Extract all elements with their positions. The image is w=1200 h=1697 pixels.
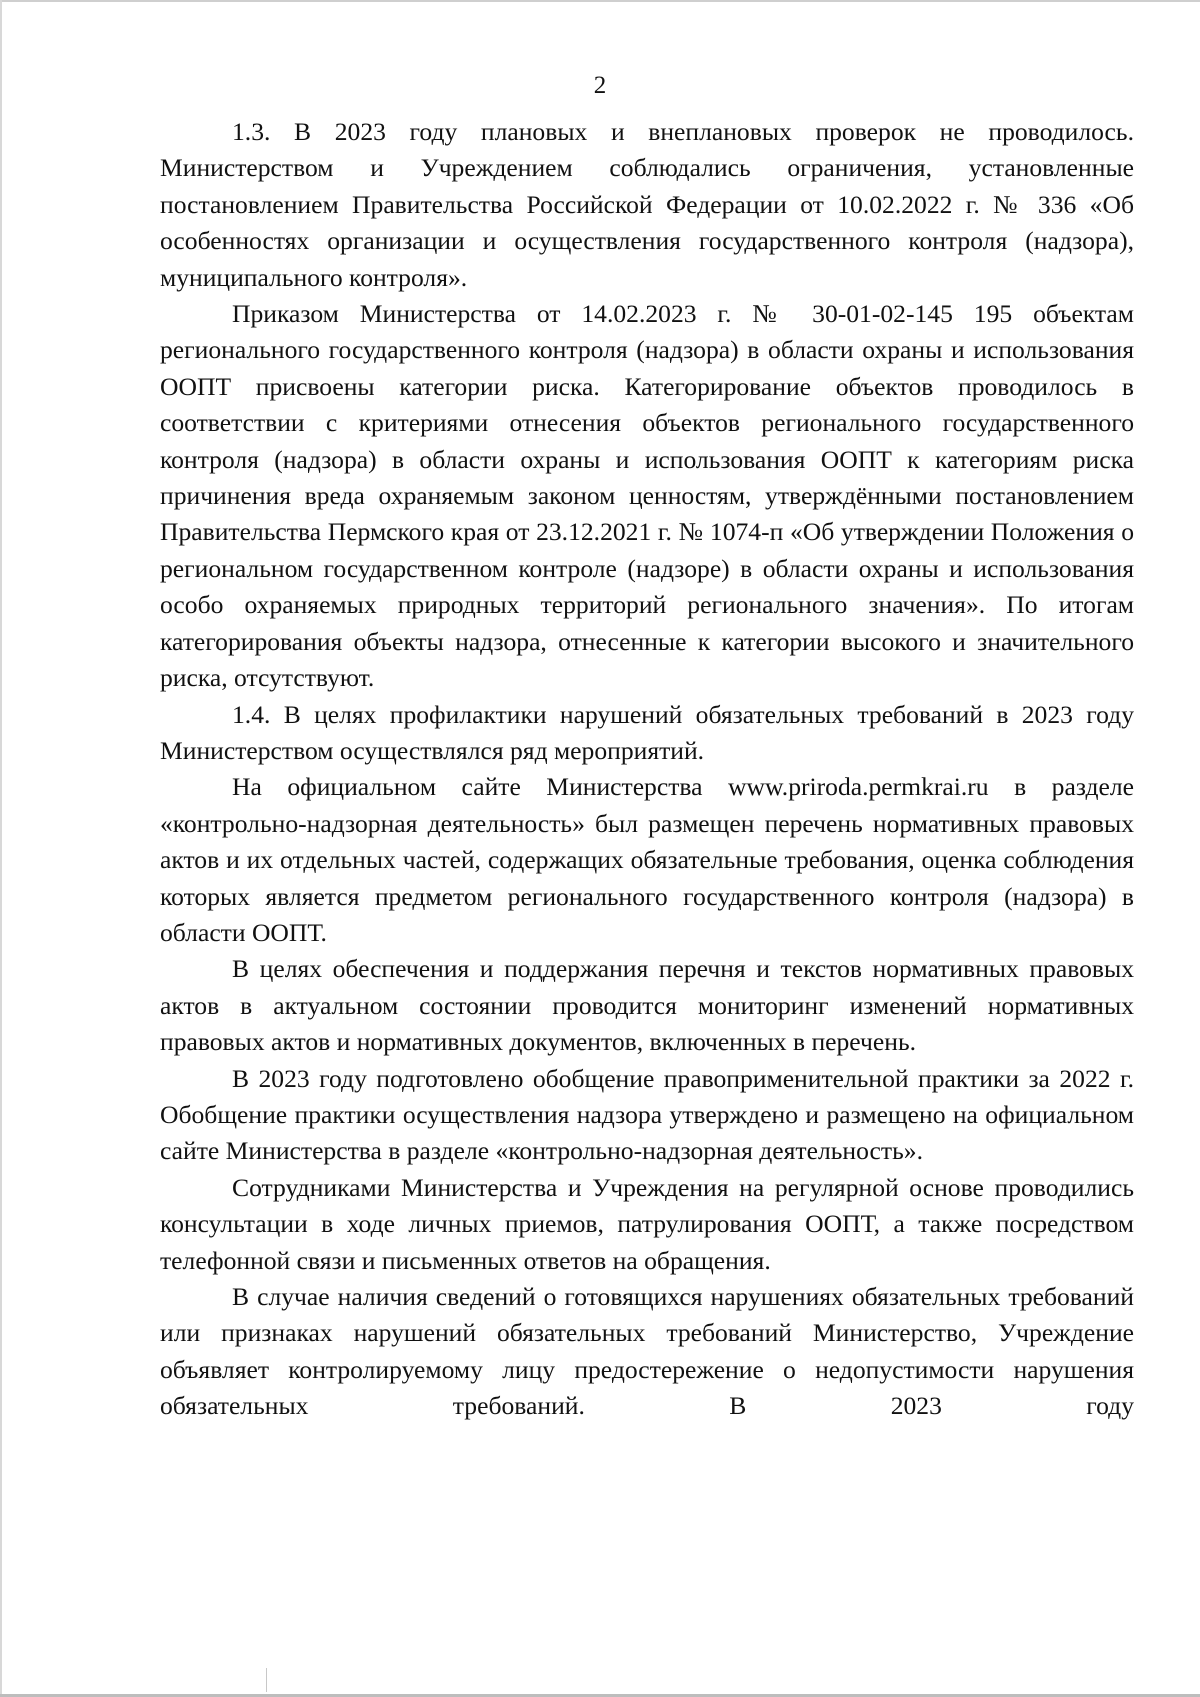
scan-mark (266, 1668, 267, 1692)
paragraph-risk-categorization: Приказом Министерства от 14.02.2023 г. № 30-01-02-145 195 объектам регионального государственного контроля (надзора) в области охраны и использования ООПТ присвоены категории риска. Категорирование объектов проводилось в соответствии с критериями отнесения объектов регионального государственного контроля (надзора) в области охраны и использования ООПТ к категориям риска причинения вреда охраняемым законом ценностям, утверждёнными постановлением Правительства Пермского края от 23.12.2021 г. № 1074-п «Об утверждении Положения о региональном государственном контроле (надзоре) в области охраны и использования особо охраняемых природных территорий регионального значения». По итогам категорирования объекты надзора, отнесенные к категории высокого и значительного риска, отсутствуют. (160, 299, 1134, 693)
paragraph-official-website: На официальном сайте Министерства www.priroda.permkrai.ru в разделе «контрольно-надзорная деятельность» был размещен перечень нормативных правовых актов и их отдельных частей, содержащих обязательные требования, оценка соблюдения которых является предметом регионального государственного контроля (надзора) в области ООПТ. (160, 772, 1134, 947)
document-body (160, 114, 1134, 1425)
scan-edge-left (0, 0, 2, 1697)
page-number: 2 (593, 72, 607, 99)
paragraph-prevention-measures: 1.4. В целях профилактики нарушений обязательных требований в 2023 году Министерством осуществлялся ряд мероприятий. (160, 699, 1134, 765)
paragraph-warnings: В случае наличия сведений о готовящихся нарушениях обязательных требований или признаках нарушений обязательных требований Министерство, Учреждение объявляет контролируемому лицу предостережение о недопустимости нарушения обязательных требований. В 2023 году (160, 1282, 1134, 1421)
scan-edge-top (0, 0, 1200, 2)
paragraph-inspections: 1.3. В 2023 году плановых и внеплановых проверок не проводилось. Министерством и Учреждением соблюдались ограничения, установленные постановлением Правительства Российской Федерации от 10.02.2022 г. № 336 «Об особенностях организации и осуществления государственного контроля (надзора), муниципального контроля». (160, 117, 1134, 292)
paragraph-consultations: Сотрудниками Министерства и Учреждения на регулярной основе проводились консультации в ходе личных приемов, патрулирования ООПТ, а также посредством телефонной связи и письменных ответов на обращения. (160, 1172, 1134, 1275)
paragraph-monitoring: В целях обеспечения и поддержания перечня и текстов нормативных правовых актов в актуальном состоянии проводится мониторинг изменений нормативных правовых актов и нормативных документов, включенных в перечень. (160, 954, 1134, 1057)
paragraph-practice-generalization: В 2023 году подготовлено обобщение правоприменительной практики за 2022 г. Обобщение практики осуществления надзора утверждено и размещено на официальном сайте Министерства в разделе «контрольно-надзорная деятельность». (160, 1063, 1134, 1166)
